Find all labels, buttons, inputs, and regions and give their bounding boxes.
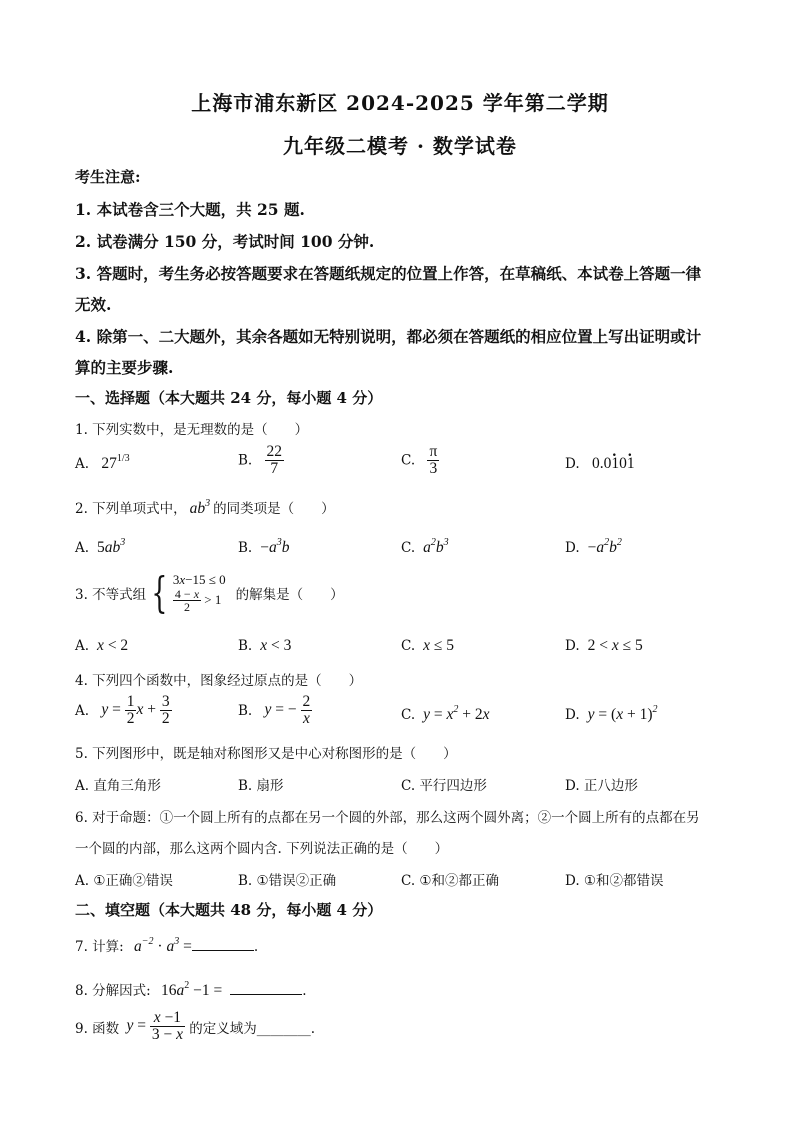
q6-option-b: B. ①错误②正确: [238, 873, 337, 889]
q1-option-c: [401, 444, 439, 478]
q5-option-d: D. 正八边形: [565, 778, 638, 794]
q4-option-b: B. y = − $\frac{2}{x}$: [238, 693, 311, 728]
exam-title-line2: 九年级二模考 · 数学试卷: [283, 134, 517, 158]
option-label: C.: [401, 452, 416, 469]
q6-option-d: D. ①和②都错误: [565, 873, 664, 889]
q6-stem-line1: 6. 对于命题：①一个圆上所有的点都在另一个圆的外部，那么这两个圆外离；②一个圆上所有的点都在另: [75, 810, 700, 826]
inequality-system: 3x−15 ≤ 0 $\frac{4 - x}{2}$ > 1: [172, 572, 226, 615]
q1-option-b: [238, 444, 284, 478]
section1-heading: 一、选择题（本大题共 24 分，每小题 4 分）: [75, 389, 383, 407]
q1-stem: 1. 下列实数中，是无理数的是（ ）: [75, 422, 309, 438]
q1-option-d: D. 0.0. 10. 1: [565, 455, 635, 473]
q4-option-a: A. y = $\frac{1}{2}$ x + $\frac{3}{2}$: [75, 693, 170, 728]
q1-option-a: A. $27^{1/3}$: [75, 453, 130, 472]
q6-stem-line2: 一个圆的内部，那么这两个圆内含. 下列说法正确的是（ ）: [75, 841, 449, 857]
exam-title-line1: 上海市浦东新区 2024-2025 学年第二学期: [191, 91, 609, 115]
q6-option-a: A. ①正确②错误: [75, 873, 173, 889]
q4-option-d: D. $y = (x + 1)^2$: [565, 704, 658, 723]
q2-option-a: A. $5ab^3$: [75, 537, 126, 556]
left-brace: {: [151, 568, 168, 617]
q5-option-b: B. 扇形: [238, 778, 284, 794]
q1-option-b-fraction: [265, 444, 285, 478]
q7-stem: 7. 计算: $a^{-2} \cdot a^3$ = .: [75, 936, 259, 955]
q3-option-a: A. x < 2: [75, 637, 129, 654]
note-item-3: 3. 答题时，考生务必按答题要求在答题纸规定的位置上作答，在草稿纸、本试卷上答题一律: [75, 264, 702, 283]
q6-option-c: C. ①和②都正确: [401, 873, 500, 889]
q2-option-c: C. $a^2b^3$: [401, 537, 449, 556]
q2-option-d: D. $-a^2b^2$: [565, 537, 622, 556]
q5-option-c: C. 平行四边形: [401, 778, 487, 794]
q5-option-a: A. 直角三角形: [75, 778, 161, 794]
q4-stem: 4. 下列四个函数中，图象经过原点的是（ ）: [75, 673, 363, 689]
q1-option-c-fraction: [427, 444, 439, 478]
q3-option-d: D. 2 < x ≤ 5: [565, 637, 643, 654]
section2-heading: 二、填空题（本大题共 48 分，每小题 4 分）: [75, 901, 383, 919]
q3-option-b: B. x < 3: [238, 637, 292, 654]
note-item-1: 1. 本试卷含三个大题，共 25 题.: [75, 200, 305, 219]
option-label: B.: [238, 452, 253, 469]
q5-stem: 5. 下列图形中，既是轴对称图形又是中心对称图形的是（ ）: [75, 746, 457, 762]
note-item-3-cont: 无效.: [75, 295, 112, 314]
numerator: π: [429, 443, 438, 460]
note-item-4-cont: 算的主要步骤.: [75, 358, 174, 377]
notes-heading: 考生注意:: [75, 168, 141, 186]
q9-stem: 9. 函数 y = $\frac{x -1}{3 - x}$ 的定义域为________.: [75, 1009, 316, 1044]
note-item-4: 4. 除第一、二大题外，其余各题如无特别说明，都必须在答题纸的相应位置上写出证明或计: [75, 327, 702, 346]
q4-option-c: C. $y = x^2 + 2x$: [401, 704, 490, 723]
denominator: 3: [429, 460, 438, 478]
q2-stem: 2. 下列单项式中， $ab^3$ 的同类项是（ ）: [75, 498, 335, 517]
q3-stem: 3. 不等式组 { 3x−15 ≤ 0 $\frac{4 - x}{2}$ > 1 的解集是（ ）: [75, 568, 344, 617]
q3-option-c: C. x ≤ 5: [401, 637, 455, 654]
denominator: 7: [270, 460, 279, 478]
q8-answer-blank[interactable]: [230, 994, 302, 995]
note-item-2: 2. 试卷满分 150 分，考试时间 100 分钟.: [75, 232, 375, 251]
q8-stem: 8. 分解因式: $16a^2 -1$ = .: [75, 980, 307, 999]
q7-answer-blank[interactable]: [192, 950, 254, 951]
option-label: D.: [565, 456, 580, 472]
q2-option-b: B. $-a^3b$: [238, 537, 290, 556]
option-label: A.: [75, 456, 90, 472]
numerator: 22: [266, 443, 283, 460]
